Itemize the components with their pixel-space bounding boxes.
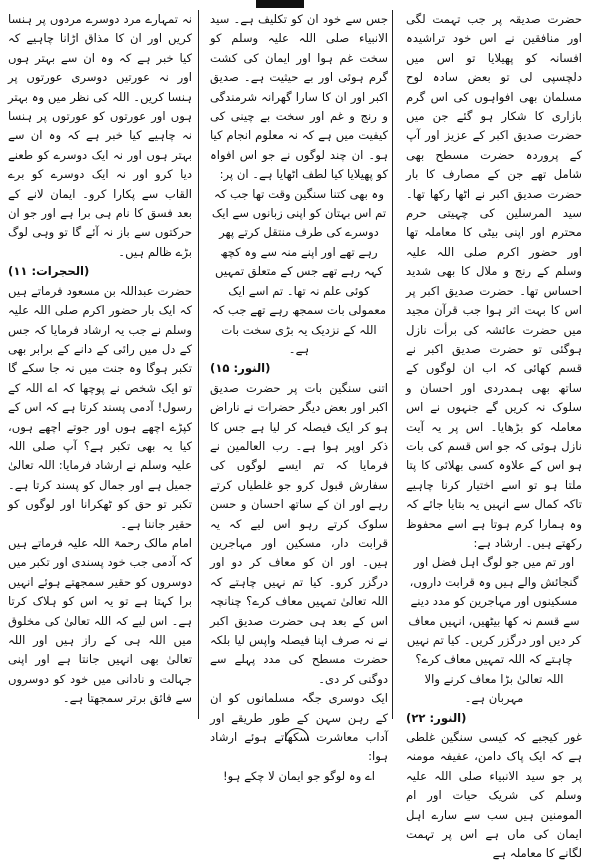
paragraph: غور کیجیے کہ کیسی سنگین غلطی ہے کہ ایک پاک دامن، عفیفہ مومنہ پر جو سید الانبیاء صلی اللہ علیہ وسلم کی شریک حیات اور ام المومنین ہیں سب سے سارے اہل ایمان کی ماں ہے اس پر تہمت لگانے کا معاملہ ہے xyxy=(406,730,582,861)
paragraph: اتنی سنگین بات پر حضرت صدیق اکبر اور بعض دیگر حضرات نے ناراض ہو کر ایک فیصلہ کر لیا ہے جس کا ذکر اوپر ہوا ہے۔ رب العالمین نے فرمایا کہ تم ایسے لوگوں کی سفارش قبول کرو جو غلطیاں کرتے رہے اور ان کے ساتھ احسان و حسن سلوک کرتے رہو اس لیے کہ یہ قرابت دار، مسکین اور مہاجرین ہیں۔ اور ان کو معاف کر دو اور درگزر کرو۔ کیا تم نہیں چاہتے کہ اللہ تعالیٰ تمہیں معاف کرے؟ چنانچہ اس کے بعد ہی حضرت صدیق اکبر نے نہ صرف اپنا فیصلہ واپس لیا بلکہ حضرت مسطح کی مدد پہلے سے دوگنی کر دی۔ xyxy=(210,380,388,686)
paragraph: جس سے خود ان کو تکلیف ہے۔ سید الانبیاء صلی اللہ علیہ وسلم کو سخت غم ہوا اور ایمان کی کشت گرم ہوئی اور بے حیثیت ہے۔ صدیق اکبر اور ان کا سارا گھرانہ شرمندگی و رنج و غم اور سخت بے چینی کی کیفیت میں ہے کہ نہ معلوم انجام کیا ہو۔ ان چند لوگوں نے جو اس افواہ کو پھیلایا کیا لطف اٹھایا ہے۔ ان پر: xyxy=(210,12,388,182)
paragraph: نہ تمہارے مرد دوسرے مردوں پر ہنسا کریں اور ان کا مذاق اڑانا چاہیے کہ کیا خبر ہے کہ وہ ان سے بہتر ہوں اور نہ عورتیں دوسری عورتوں پر ہنسا کریں۔ اللہ کی نظر میں وہ بہتر ہوں اور عورتوں کو عورتوں پر ہنسا نہ چاہیے کیا خبر ہے کہ وہ ان سے بہتر ہوں اور نہ ایک دوسرے کو طعنے دیا کرو اور نہ ایک دوسرے کو برے القاب سے پکارا کرو۔ ایمان لانے کے بعد فسق کا نام ہی برا ہے اور جو ان حرکتوں سے باز نہ آئے گا تو وہی لوگ بڑے ظالم ہیں۔ xyxy=(8,12,192,259)
column-middle xyxy=(210,10,388,783)
verse-reference: (النور: ۲۲) xyxy=(406,710,467,725)
paragraph: امام مالک رحمۃ اللہ علیہ فرماتے ہیں کہ آدمی جب خود پسندی اور تکبر میں دوسروں کو حقیر سمجھتے ہوئے انہیں برا کہتا ہے تو یہ اس کو ہلاک کرتا ہے۔ اس لیے کہ اللہ تعالیٰ کی مخلوق میں اللہ ہی کے راز ہیں اور اللہ تعالیٰ بھی انہیں جانتا ہے اور اپنی جہالت و نادانی میں خود کو دوسروں سے فائق برتر سمجھتا ہے۔ xyxy=(8,535,192,706)
verse-reference: (النور: ۱۵) xyxy=(210,361,271,376)
column-divider xyxy=(392,10,393,719)
quran-verse: وہ بھی کتنا سنگین وقت تھا جب کہ تم اس بہتان کو اپنی زبانوں سے ایک دوسرے کی طرف منتقل کرتے پھر رہے تھے اور اپنے منہ سے وہ کچھ کہہ رہے تھے جس کے متعلق تمہیں کوئی علم نہ تھا۔ تم اسے ایک معمولی بات سمجھ رہے تھے جب کہ اللہ کے نزدیک یہ بڑی سخت بات ہے۔ xyxy=(211,186,387,356)
quran-verse: اور تم میں جو لوگ اہل فضل اور گنجائش والے ہیں وہ قرابت داروں، مسکینوں اور مہاجرین کو مدد دینے سے قسم نہ کھا بیٹھیں، انہیں معاف کر دیں اور درگزر کریں۔ کیا تم نہیں چاہتے کہ اللہ تمہیں معاف کرے؟ اللہ تعالیٰ بڑا معاف کرنے والا مہربان ہے۔ xyxy=(406,555,582,706)
verse-reference: (الحجرات: ۱۱) xyxy=(8,264,90,279)
column-right xyxy=(406,10,582,861)
quran-verse: اے وہ لوگو جو ایمان لا چکے ہو! xyxy=(223,768,375,783)
paragraph: ایک دوسری جگہ مسلمانوں کو ان کے رہن سہن کے طور طریقے اور آداب معاشرت سکھاتے ہوئے ارشاد ہوا: xyxy=(210,691,388,764)
column-divider xyxy=(198,10,199,719)
paragraph: حضرت صدیقہ پر جب تہمت لگی اور منافقین نے اس خود تراشیدہ افسانہ کو پھیلایا تو اس میں دلچسپی لی تو بعض سادہ لوح مسلمان بھی افواہوں کی اس گرم بازاری کا شکار ہو گئے جن میں حضرت صدیق اکبر کے عزیز اور آپ کے پروردہ حضرت مسطح بھی شامل تھے جن کے مصارف کا بار حضرت صدیق اکبر نے اٹھا رکھا تھا۔ سید المرسلین کی چہیتی حرم محترم اور اپنی بیٹی کا معاملہ تھا اور حضور اکرم صلی اللہ علیہ وسلم کے رنج و ملال کا بھی شدید احساس تھا۔ حضرت صدیق اکبر پر اس کا بہت اثر ہوا جب قرآن مجید میں حضرت عائشہ کی برأت نازل ہوگئی تو حضرت صدیق اکبر نے قسم کھائی کہ اب ان لوگوں کے ساتھ بھی ہمدردی اور احسان و سلوک نہ کریں گے جنہوں نے اس معاملہ کو بڑھایا۔ اس پر یہ آیت نازل ہوئی کہ جو اس قسم کی بات ہو اس کے علاوہ کسی بھلائی کا پتا ملتا ہو تو اسے اختیار کرنا چاہیے تاکہ کمال سے انہیں یہ بتایا جائے کہ وہ ہمارا کرم ہوتا ہے اسے محفوظ رکھتے ہیں۔ ارشاد ہے: xyxy=(406,12,582,550)
paragraph: حضرت عبداللہ بن مسعود فرماتے ہیں کہ ایک بار حضور اکرم صلی اللہ علیہ وسلم نے جب یہ ارشاد فرمایا کہ جس کے دل میں رائی کے دانے کے برابر بھی تکبر ہوگا وہ جنت میں نہ جا سکے گا تو ایک شخص نے پوچھا کہ اے اللہ کے رسول! آدمی پسند کرتا ہے کہ اس کے کپڑے اچھے ہوں اور جوتے اچھے ہوں، کیا یہ بھی تکبر ہے؟ آپ صلی اللہ علیہ وسلم نے ارشاد فرمایا: اللہ تعالیٰ جمیل ہے اور جمال کو پسند کرتا ہے۔ تکبر تو حق کو ٹھکرانا اور لوگوں کو حقیر جاننا ہے۔ xyxy=(8,283,192,531)
column-left xyxy=(8,10,192,721)
top-header-bar xyxy=(256,0,304,8)
